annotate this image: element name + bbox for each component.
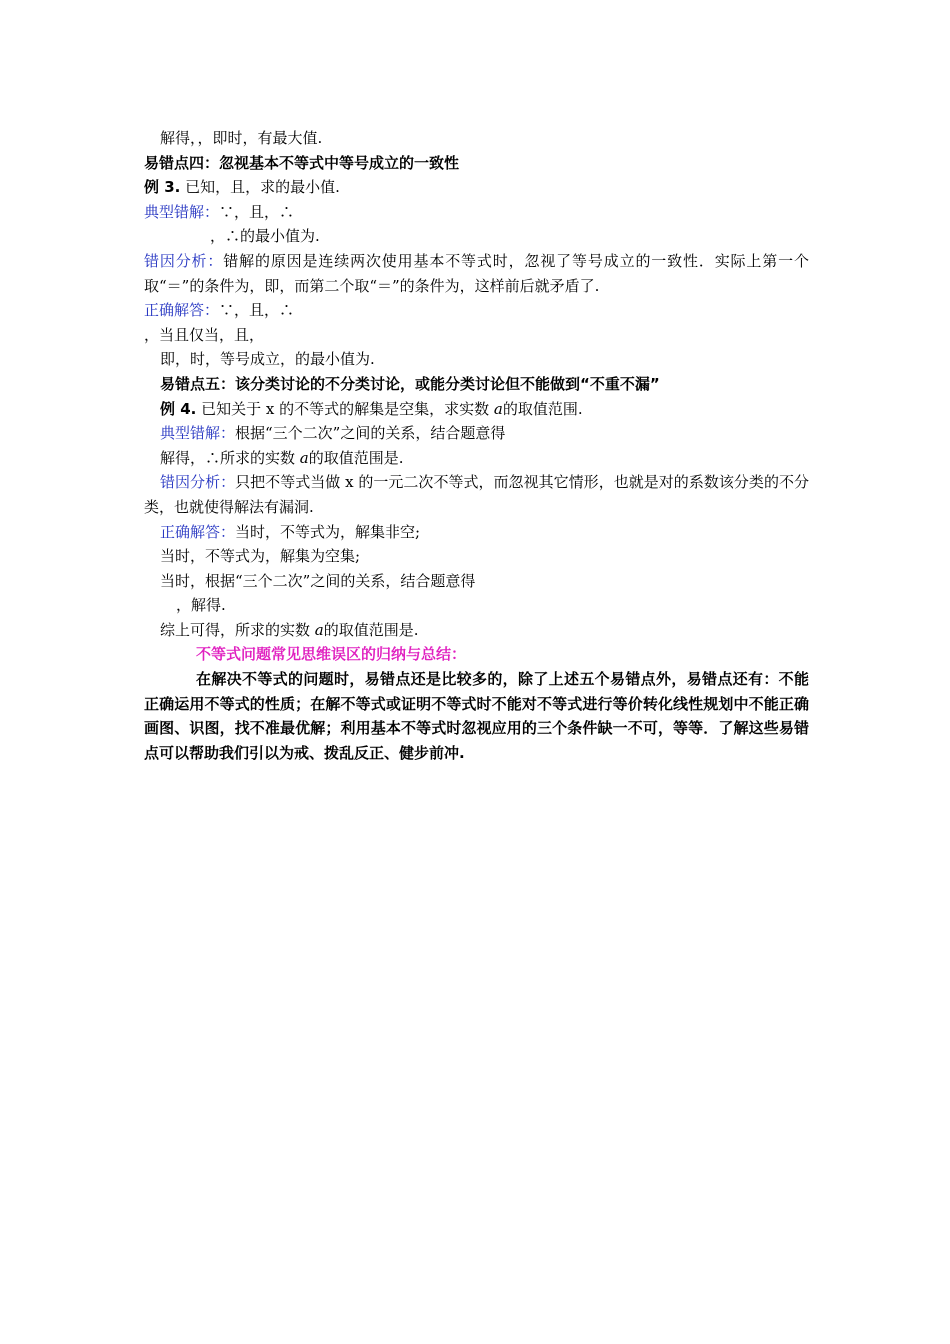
example-line [144,175,809,200]
text-line: ，当且仅当，且， [144,325,265,344]
text-segment: 综上可得，所求的实数 [160,620,315,639]
text-line: 当时，根据“三个二次”之间的关系，结合题意得 [160,571,476,590]
example-text: 已知，且，求的最小值. [185,178,340,197]
text-line: 解得，，即时，有最大值. [160,129,323,147]
error-analysis-label: 错因分析： [144,251,224,270]
document-page [144,126,809,765]
typical-error-label: 典型错解： [144,202,220,221]
error-analysis-text: 错解的原因是连续两次使用基本不等式时，忽视了等号成立的一致性．实际上第一个取“＝”的条件为，即，而第二个取“＝”的条件为，这样前后就矛盾了. [144,251,809,295]
typical-error-label: 典型错解： [160,424,236,443]
variable-a: a [314,620,324,639]
text-line: 即，时，等号成立，的最小值为. [160,350,375,369]
typical-error-text: ∵，且，∴ [219,202,295,221]
correct-answer-label: 正确解答： [160,522,236,541]
example-label: 例 4. [160,399,197,418]
section-heading: 易错点四：忽视基本不等式中等号成立的一致性 [144,153,460,172]
error-analysis-label: 错因分析： [160,473,236,492]
typical-error-line [144,421,809,446]
text-line [144,618,809,643]
correct-answer-text: 当时，不等式为，解集非空; [235,522,421,541]
text-segment: 的取值范围是. [323,620,419,639]
example-line [144,397,809,422]
typical-error-text: 根据“三个二次”之间的关系，结合题意得 [235,424,506,443]
section-heading: 易错点五：该分类讨论的不分类讨论，或能分类讨论但不能做到“不重不漏” [160,374,660,393]
correct-answer-label: 正确解答： [144,301,220,320]
correct-answer-line [144,520,809,545]
text-line: ，解得. [176,596,226,615]
correct-answer-text: ∵，且，∴ [219,301,295,320]
variable-a: a [493,399,503,418]
summary-heading: 不等式问题常见思维误区的归纳与总结： [196,645,467,664]
text-line: ，∴的最小值为. [210,227,320,246]
example-text: 的取值范围. [502,399,583,418]
summary-paragraph: 在解决不等式的问题时，易错点还是比较多的，除了上述五个易错点外，易错点还有：不能正确运用不等式的性质；在解不等式或证明不等式时不能对不等式进行等价转化线性规划中不能正确画图、识图，找不准最优解；利用基本不等式时忽视应用的三个条件缺一不可，等等．了解这些易错点可以帮助我们引以为戒、拨乱反正、健步前冲. [144,670,809,762]
text-line [144,446,809,471]
example-label: 例 3. [144,178,181,197]
text-line: 当时，不等式为，解集为空集; [160,547,361,566]
example-text: 已知关于 x 的不等式的解集是空集，求实数 [201,399,494,418]
correct-answer-line [144,298,809,323]
text-segment: 解得，∴所求的实数 [160,448,300,467]
typical-error-line [144,200,809,225]
variable-a: a [299,448,309,467]
error-analysis-paragraph [144,470,809,519]
error-analysis-text: 只把不等式当做 x 的一元二次不等式，而忽视其它情形，也就是对的系数该分类的不分类，也就使得解法有漏洞. [144,473,809,516]
error-analysis-paragraph [144,249,809,298]
text-segment: 的取值范围是. [308,448,404,467]
